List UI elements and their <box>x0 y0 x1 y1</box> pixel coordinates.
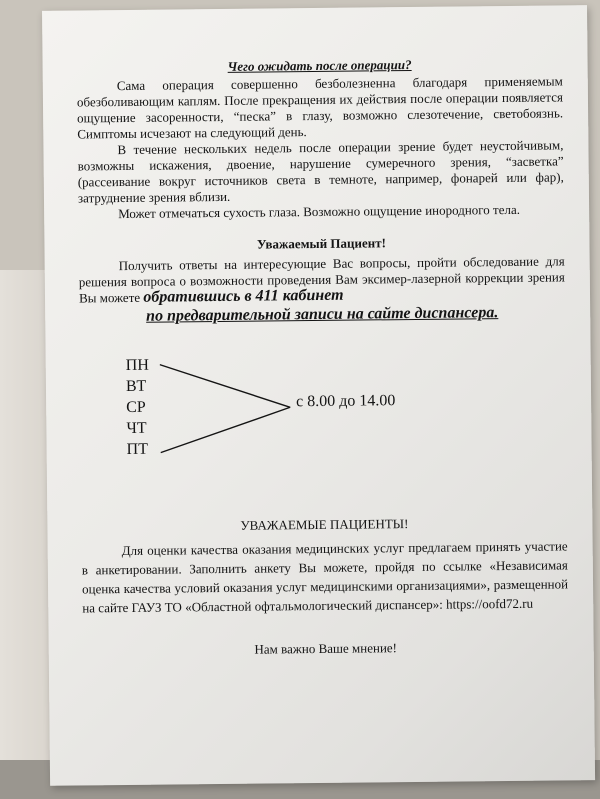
paper-sheet <box>42 5 595 786</box>
patient-text: Получить ответы на интересующие Вас вопросы, пройти обследование для решения вопроса о возможности проведения Вам эксимер-лазерной коррекции зрения Вы можете <box>78 253 565 306</box>
schedule-block <box>80 350 567 465</box>
patient-paragraph <box>79 253 565 306</box>
day-thu: ЧТ <box>126 419 147 437</box>
day-wed: СР <box>126 398 146 416</box>
patient-emphasis: обратившись в 411 кабинет <box>143 286 344 306</box>
working-hours: с 8.00 до 14.00 <box>296 392 396 411</box>
document-content <box>77 55 569 659</box>
weekday-list <box>126 355 150 460</box>
paragraph-2: В течение нескольких недель после операции зрение будет неустойчивым, возможны искажения, двоение, нарушение сумеречного зрения, “засветка” (рассеивание вокруг источников света в темноте, например, фонарей или фар), затруднение зрения вблизи. <box>77 137 564 206</box>
survey-paragraph: Для оценки качества оказания медицинских услуг предлагаем принять участие в анкетировании. Заполнить анкету Вы можете, пройдя по ссылке «Независимая оценка качества условий оказания услуг медицинскими организациями», размещенной на сайте ГАУЗ ТО «Областной офтальмологический диспансер»: https://oofd72.ru <box>81 538 569 616</box>
survey-heading: УВАЖАЕМЫЕ ПАЦИЕНТЫ! <box>240 516 409 533</box>
patient-emphasis-line2: по предварительной записи на сайте диспансера. <box>146 304 499 325</box>
day-tue: ВТ <box>125 377 147 395</box>
bracket-line-bottom <box>160 407 290 452</box>
bracket-lines <box>160 359 301 460</box>
paragraph-1: Сама операция совершенно безболезненна благодаря применяемым обезболивающим каплям. После прекращения их действия после операции появляется ощущение засоренности, “песка” в глазу, возможно слезотечение, светобоязнь. Симптомы исчезают на следующий день. <box>76 73 564 142</box>
bracket-line-top <box>160 363 290 408</box>
post-op-title: Чего ожидать после операции? <box>227 56 412 74</box>
day-mon: ПН <box>125 356 149 374</box>
closing-line: Нам важно Ваше мнение! <box>254 640 398 657</box>
patient-heading: Уважаемый Пациент! <box>256 235 387 252</box>
paragraph-3: Может отмечаться сухость глаза. Возможно ощущение инородного тела. <box>118 201 521 222</box>
day-fri: ПТ <box>126 440 149 458</box>
